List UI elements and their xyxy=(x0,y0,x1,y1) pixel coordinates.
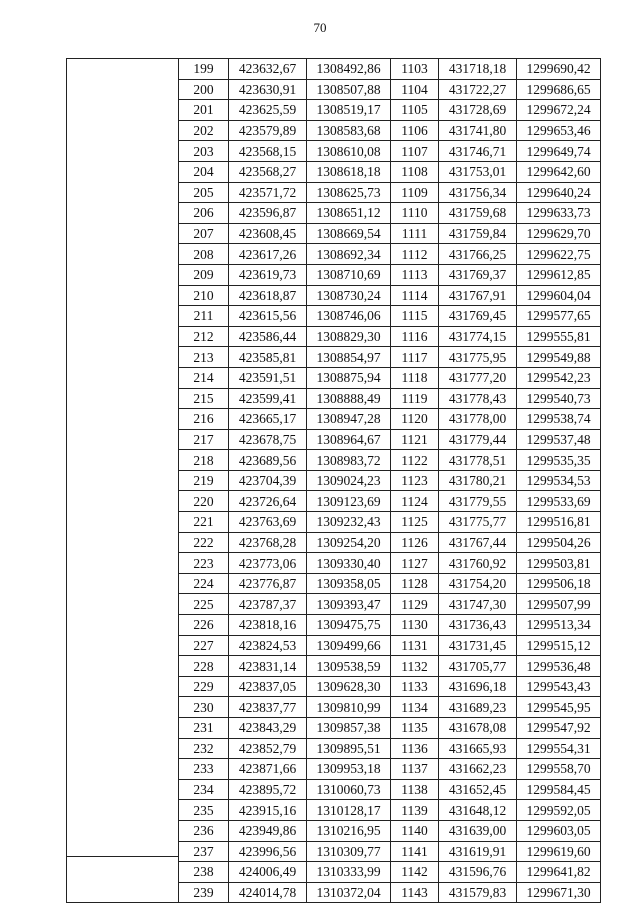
x-coordinate-left: 423949,86 xyxy=(229,820,307,841)
y-coordinate-left: 1309358,05 xyxy=(307,573,391,594)
x-coordinate-right: 431778,51 xyxy=(439,450,517,471)
point-number-right: 1106 xyxy=(391,120,439,141)
y-coordinate-left: 1309330,40 xyxy=(307,553,391,574)
point-number-left: 221 xyxy=(179,512,229,533)
point-number-left: 224 xyxy=(179,573,229,594)
x-coordinate-right: 431648,12 xyxy=(439,800,517,821)
y-coordinate-left: 1308669,54 xyxy=(307,223,391,244)
x-coordinate-left: 423831,14 xyxy=(229,656,307,677)
x-coordinate-right: 431778,43 xyxy=(439,388,517,409)
x-coordinate-right: 431769,37 xyxy=(439,264,517,285)
y-coordinate-right: 1299604,04 xyxy=(517,285,601,306)
x-coordinate-left: 423678,75 xyxy=(229,429,307,450)
x-coordinate-left: 423586,44 xyxy=(229,326,307,347)
x-coordinate-left: 423665,17 xyxy=(229,409,307,430)
point-number-left: 238 xyxy=(179,862,229,883)
y-coordinate-right: 1299592,05 xyxy=(517,800,601,821)
y-coordinate-left: 1308854,97 xyxy=(307,347,391,368)
y-coordinate-right: 1299515,12 xyxy=(517,635,601,656)
y-coordinate-left: 1309857,38 xyxy=(307,718,391,739)
point-number-right: 1141 xyxy=(391,841,439,862)
y-coordinate-right: 1299516,81 xyxy=(517,512,601,533)
x-coordinate-right: 431775,95 xyxy=(439,347,517,368)
point-number-left: 236 xyxy=(179,820,229,841)
x-coordinate-left: 423837,77 xyxy=(229,697,307,718)
point-number-left: 230 xyxy=(179,697,229,718)
x-coordinate-right: 431767,44 xyxy=(439,532,517,553)
x-coordinate-left: 423599,41 xyxy=(229,388,307,409)
point-number-right: 1138 xyxy=(391,779,439,800)
point-number-right: 1117 xyxy=(391,347,439,368)
x-coordinate-left: 423608,45 xyxy=(229,223,307,244)
point-number-left: 216 xyxy=(179,409,229,430)
point-number-left: 201 xyxy=(179,100,229,121)
y-coordinate-right: 1299649,74 xyxy=(517,141,601,162)
point-number-left: 207 xyxy=(179,223,229,244)
point-number-left: 213 xyxy=(179,347,229,368)
y-coordinate-left: 1309538,59 xyxy=(307,656,391,677)
point-number-left: 204 xyxy=(179,161,229,182)
y-coordinate-right: 1299671,30 xyxy=(517,882,601,903)
point-number-left: 229 xyxy=(179,676,229,697)
point-number-right: 1116 xyxy=(391,326,439,347)
point-number-left: 222 xyxy=(179,532,229,553)
point-number-right: 1123 xyxy=(391,470,439,491)
y-coordinate-right: 1299672,24 xyxy=(517,100,601,121)
point-number-right: 1104 xyxy=(391,79,439,100)
y-coordinate-right: 1299542,23 xyxy=(517,367,601,388)
y-coordinate-left: 1308875,94 xyxy=(307,367,391,388)
x-coordinate-left: 423768,28 xyxy=(229,532,307,553)
x-coordinate-left: 423776,87 xyxy=(229,573,307,594)
point-number-right: 1121 xyxy=(391,429,439,450)
x-coordinate-right: 431705,77 xyxy=(439,656,517,677)
x-coordinate-right: 431741,80 xyxy=(439,120,517,141)
x-coordinate-right: 431759,84 xyxy=(439,223,517,244)
point-number-left: 232 xyxy=(179,738,229,759)
x-coordinate-left: 423632,67 xyxy=(229,59,307,80)
x-coordinate-left: 424006,49 xyxy=(229,862,307,883)
x-coordinate-right: 431759,68 xyxy=(439,203,517,224)
left-column-bottom-rule xyxy=(66,856,178,857)
y-coordinate-left: 1310333,99 xyxy=(307,862,391,883)
x-coordinate-left: 423630,91 xyxy=(229,79,307,100)
point-number-left: 210 xyxy=(179,285,229,306)
point-number-right: 1127 xyxy=(391,553,439,574)
y-coordinate-right: 1299547,92 xyxy=(517,718,601,739)
point-number-left: 208 xyxy=(179,244,229,265)
x-coordinate-left: 423618,87 xyxy=(229,285,307,306)
y-coordinate-left: 1310372,04 xyxy=(307,882,391,903)
y-coordinate-right: 1299603,05 xyxy=(517,820,601,841)
x-coordinate-left: 423915,16 xyxy=(229,800,307,821)
y-coordinate-left: 1309953,18 xyxy=(307,759,391,780)
point-number-left: 225 xyxy=(179,594,229,615)
x-coordinate-right: 431596,76 xyxy=(439,862,517,883)
x-coordinate-left: 423726,64 xyxy=(229,491,307,512)
point-number-left: 220 xyxy=(179,491,229,512)
x-coordinate-left: 423852,79 xyxy=(229,738,307,759)
point-number-left: 223 xyxy=(179,553,229,574)
y-coordinate-right: 1299507,99 xyxy=(517,594,601,615)
y-coordinate-left: 1308983,72 xyxy=(307,450,391,471)
x-coordinate-right: 431619,91 xyxy=(439,841,517,862)
y-coordinate-left: 1309232,43 xyxy=(307,512,391,533)
y-coordinate-right: 1299503,81 xyxy=(517,553,601,574)
point-number-left: 233 xyxy=(179,759,229,780)
point-number-left: 231 xyxy=(179,718,229,739)
point-number-right: 1112 xyxy=(391,244,439,265)
y-coordinate-left: 1308730,24 xyxy=(307,285,391,306)
point-number-right: 1105 xyxy=(391,100,439,121)
y-coordinate-right: 1299554,31 xyxy=(517,738,601,759)
x-coordinate-left: 423773,06 xyxy=(229,553,307,574)
y-coordinate-right: 1299504,26 xyxy=(517,532,601,553)
x-coordinate-right: 431689,23 xyxy=(439,697,517,718)
point-number-right: 1111 xyxy=(391,223,439,244)
y-coordinate-right: 1299690,42 xyxy=(517,59,601,80)
x-coordinate-left: 423763,69 xyxy=(229,512,307,533)
y-coordinate-left: 1309123,69 xyxy=(307,491,391,512)
x-coordinate-right: 431747,30 xyxy=(439,594,517,615)
point-number-right: 1113 xyxy=(391,264,439,285)
y-coordinate-right: 1299653,46 xyxy=(517,120,601,141)
y-coordinate-left: 1308746,06 xyxy=(307,306,391,327)
x-coordinate-left: 423996,56 xyxy=(229,841,307,862)
point-number-left: 203 xyxy=(179,141,229,162)
y-coordinate-left: 1308829,30 xyxy=(307,326,391,347)
x-coordinate-left: 423895,72 xyxy=(229,779,307,800)
x-coordinate-left: 423568,27 xyxy=(229,161,307,182)
y-coordinate-left: 1308692,34 xyxy=(307,244,391,265)
x-coordinate-right: 431769,45 xyxy=(439,306,517,327)
point-number-right: 1114 xyxy=(391,285,439,306)
x-coordinate-right: 431760,92 xyxy=(439,553,517,574)
point-number-left: 234 xyxy=(179,779,229,800)
x-coordinate-left: 423591,51 xyxy=(229,367,307,388)
x-coordinate-left: 423704,39 xyxy=(229,470,307,491)
x-coordinate-right: 431779,55 xyxy=(439,491,517,512)
point-number-left: 239 xyxy=(179,882,229,903)
x-coordinate-right: 431767,91 xyxy=(439,285,517,306)
point-number-right: 1139 xyxy=(391,800,439,821)
y-coordinate-right: 1299549,88 xyxy=(517,347,601,368)
y-coordinate-right: 1299577,65 xyxy=(517,306,601,327)
point-number-right: 1137 xyxy=(391,759,439,780)
y-coordinate-left: 1308888,49 xyxy=(307,388,391,409)
y-coordinate-left: 1309499,66 xyxy=(307,635,391,656)
point-number-right: 1110 xyxy=(391,203,439,224)
x-coordinate-right: 431766,25 xyxy=(439,244,517,265)
x-coordinate-left: 423843,29 xyxy=(229,718,307,739)
x-coordinate-right: 431753,01 xyxy=(439,161,517,182)
y-coordinate-left: 1310309,77 xyxy=(307,841,391,862)
y-coordinate-left: 1308964,67 xyxy=(307,429,391,450)
y-coordinate-left: 1309254,20 xyxy=(307,532,391,553)
x-coordinate-right: 431718,18 xyxy=(439,59,517,80)
point-number-right: 1130 xyxy=(391,615,439,636)
x-coordinate-right: 431728,69 xyxy=(439,100,517,121)
point-number-right: 1124 xyxy=(391,491,439,512)
x-coordinate-right: 431678,08 xyxy=(439,718,517,739)
point-number-right: 1119 xyxy=(391,388,439,409)
point-number-left: 228 xyxy=(179,656,229,677)
x-coordinate-left: 423617,26 xyxy=(229,244,307,265)
x-coordinate-left: 423596,87 xyxy=(229,203,307,224)
y-coordinate-left: 1310060,73 xyxy=(307,779,391,800)
x-coordinate-left: 423568,15 xyxy=(229,141,307,162)
y-coordinate-right: 1299629,70 xyxy=(517,223,601,244)
x-coordinate-left: 423787,37 xyxy=(229,594,307,615)
y-coordinate-left: 1310128,17 xyxy=(307,800,391,821)
y-coordinate-left: 1309810,99 xyxy=(307,697,391,718)
x-coordinate-right: 431639,00 xyxy=(439,820,517,841)
x-coordinate-left: 423615,56 xyxy=(229,306,307,327)
y-coordinate-left: 1308492,86 xyxy=(307,59,391,80)
point-number-left: 209 xyxy=(179,264,229,285)
x-coordinate-left: 424014,78 xyxy=(229,882,307,903)
y-coordinate-left: 1309393,47 xyxy=(307,594,391,615)
point-number-left: 217 xyxy=(179,429,229,450)
x-coordinate-right: 431736,43 xyxy=(439,615,517,636)
x-coordinate-right: 431662,23 xyxy=(439,759,517,780)
x-coordinate-right: 431778,00 xyxy=(439,409,517,430)
x-coordinate-right: 431775,77 xyxy=(439,512,517,533)
y-coordinate-right: 1299612,85 xyxy=(517,264,601,285)
point-number-left: 206 xyxy=(179,203,229,224)
point-number-right: 1131 xyxy=(391,635,439,656)
y-coordinate-right: 1299506,18 xyxy=(517,573,601,594)
y-coordinate-right: 1299533,69 xyxy=(517,491,601,512)
y-coordinate-right: 1299622,75 xyxy=(517,244,601,265)
point-number-left: 235 xyxy=(179,800,229,821)
y-coordinate-left: 1310216,95 xyxy=(307,820,391,841)
x-coordinate-left: 423818,16 xyxy=(229,615,307,636)
x-coordinate-right: 431652,45 xyxy=(439,779,517,800)
x-coordinate-left: 423824,53 xyxy=(229,635,307,656)
y-coordinate-right: 1299534,53 xyxy=(517,470,601,491)
point-number-left: 226 xyxy=(179,615,229,636)
point-number-right: 1118 xyxy=(391,367,439,388)
coordinates-table-body xyxy=(67,59,601,903)
y-coordinate-right: 1299633,73 xyxy=(517,203,601,224)
x-coordinate-right: 431756,34 xyxy=(439,182,517,203)
y-coordinate-left: 1308519,17 xyxy=(307,100,391,121)
point-number-left: 219 xyxy=(179,470,229,491)
table-row xyxy=(67,59,601,80)
x-coordinate-right: 431777,20 xyxy=(439,367,517,388)
y-coordinate-right: 1299537,48 xyxy=(517,429,601,450)
coordinates-table xyxy=(66,58,601,903)
point-number-right: 1136 xyxy=(391,738,439,759)
y-coordinate-right: 1299513,34 xyxy=(517,615,601,636)
point-number-right: 1135 xyxy=(391,718,439,739)
y-coordinate-left: 1309895,51 xyxy=(307,738,391,759)
y-coordinate-right: 1299686,65 xyxy=(517,79,601,100)
y-coordinate-right: 1299555,81 xyxy=(517,326,601,347)
x-coordinate-left: 423837,05 xyxy=(229,676,307,697)
empty-left-column xyxy=(67,59,179,903)
y-coordinate-right: 1299540,73 xyxy=(517,388,601,409)
x-coordinate-right: 431579,83 xyxy=(439,882,517,903)
y-coordinate-right: 1299558,70 xyxy=(517,759,601,780)
point-number-right: 1107 xyxy=(391,141,439,162)
y-coordinate-left: 1308583,68 xyxy=(307,120,391,141)
point-number-right: 1122 xyxy=(391,450,439,471)
point-number-right: 1103 xyxy=(391,59,439,80)
x-coordinate-right: 431780,21 xyxy=(439,470,517,491)
y-coordinate-left: 1308710,69 xyxy=(307,264,391,285)
point-number-right: 1125 xyxy=(391,512,439,533)
point-number-right: 1109 xyxy=(391,182,439,203)
y-coordinate-right: 1299640,24 xyxy=(517,182,601,203)
point-number-left: 237 xyxy=(179,841,229,862)
point-number-right: 1120 xyxy=(391,409,439,430)
point-number-left: 211 xyxy=(179,306,229,327)
point-number-left: 214 xyxy=(179,367,229,388)
point-number-left: 200 xyxy=(179,79,229,100)
point-number-right: 1126 xyxy=(391,532,439,553)
y-coordinate-left: 1308625,73 xyxy=(307,182,391,203)
y-coordinate-left: 1308618,18 xyxy=(307,161,391,182)
x-coordinate-left: 423625,59 xyxy=(229,100,307,121)
y-coordinate-left: 1308507,88 xyxy=(307,79,391,100)
point-number-right: 1132 xyxy=(391,656,439,677)
point-number-right: 1129 xyxy=(391,594,439,615)
point-number-left: 212 xyxy=(179,326,229,347)
point-number-right: 1134 xyxy=(391,697,439,718)
y-coordinate-left: 1308651,12 xyxy=(307,203,391,224)
y-coordinate-left: 1308947,28 xyxy=(307,409,391,430)
x-coordinate-left: 423571,72 xyxy=(229,182,307,203)
y-coordinate-right: 1299619,60 xyxy=(517,841,601,862)
point-number-left: 199 xyxy=(179,59,229,80)
y-coordinate-right: 1299584,45 xyxy=(517,779,601,800)
x-coordinate-left: 423585,81 xyxy=(229,347,307,368)
x-coordinate-left: 423871,66 xyxy=(229,759,307,780)
point-number-right: 1128 xyxy=(391,573,439,594)
x-coordinate-right: 431754,20 xyxy=(439,573,517,594)
point-number-right: 1143 xyxy=(391,882,439,903)
y-coordinate-left: 1309628,30 xyxy=(307,676,391,697)
point-number-left: 215 xyxy=(179,388,229,409)
y-coordinate-right: 1299545,95 xyxy=(517,697,601,718)
x-coordinate-right: 431665,93 xyxy=(439,738,517,759)
page-number: 70 xyxy=(313,20,327,35)
x-coordinate-left: 423689,56 xyxy=(229,450,307,471)
y-coordinate-left: 1309024,23 xyxy=(307,470,391,491)
point-number-right: 1142 xyxy=(391,862,439,883)
x-coordinate-right: 431779,44 xyxy=(439,429,517,450)
y-coordinate-right: 1299535,35 xyxy=(517,450,601,471)
point-number-right: 1133 xyxy=(391,676,439,697)
point-number-left: 218 xyxy=(179,450,229,471)
y-coordinate-right: 1299642,60 xyxy=(517,161,601,182)
x-coordinate-right: 431774,15 xyxy=(439,326,517,347)
y-coordinate-left: 1309475,75 xyxy=(307,615,391,636)
x-coordinate-left: 423619,73 xyxy=(229,264,307,285)
point-number-right: 1108 xyxy=(391,161,439,182)
point-number-left: 205 xyxy=(179,182,229,203)
y-coordinate-left: 1308610,08 xyxy=(307,141,391,162)
x-coordinate-right: 431731,45 xyxy=(439,635,517,656)
y-coordinate-right: 1299543,43 xyxy=(517,676,601,697)
point-number-right: 1140 xyxy=(391,820,439,841)
y-coordinate-right: 1299536,48 xyxy=(517,656,601,677)
point-number-right: 1115 xyxy=(391,306,439,327)
x-coordinate-right: 431722,27 xyxy=(439,79,517,100)
x-coordinate-right: 431696,18 xyxy=(439,676,517,697)
y-coordinate-right: 1299641,82 xyxy=(517,862,601,883)
point-number-left: 202 xyxy=(179,120,229,141)
point-number-left: 227 xyxy=(179,635,229,656)
y-coordinate-right: 1299538,74 xyxy=(517,409,601,430)
x-coordinate-left: 423579,89 xyxy=(229,120,307,141)
x-coordinate-right: 431746,71 xyxy=(439,141,517,162)
